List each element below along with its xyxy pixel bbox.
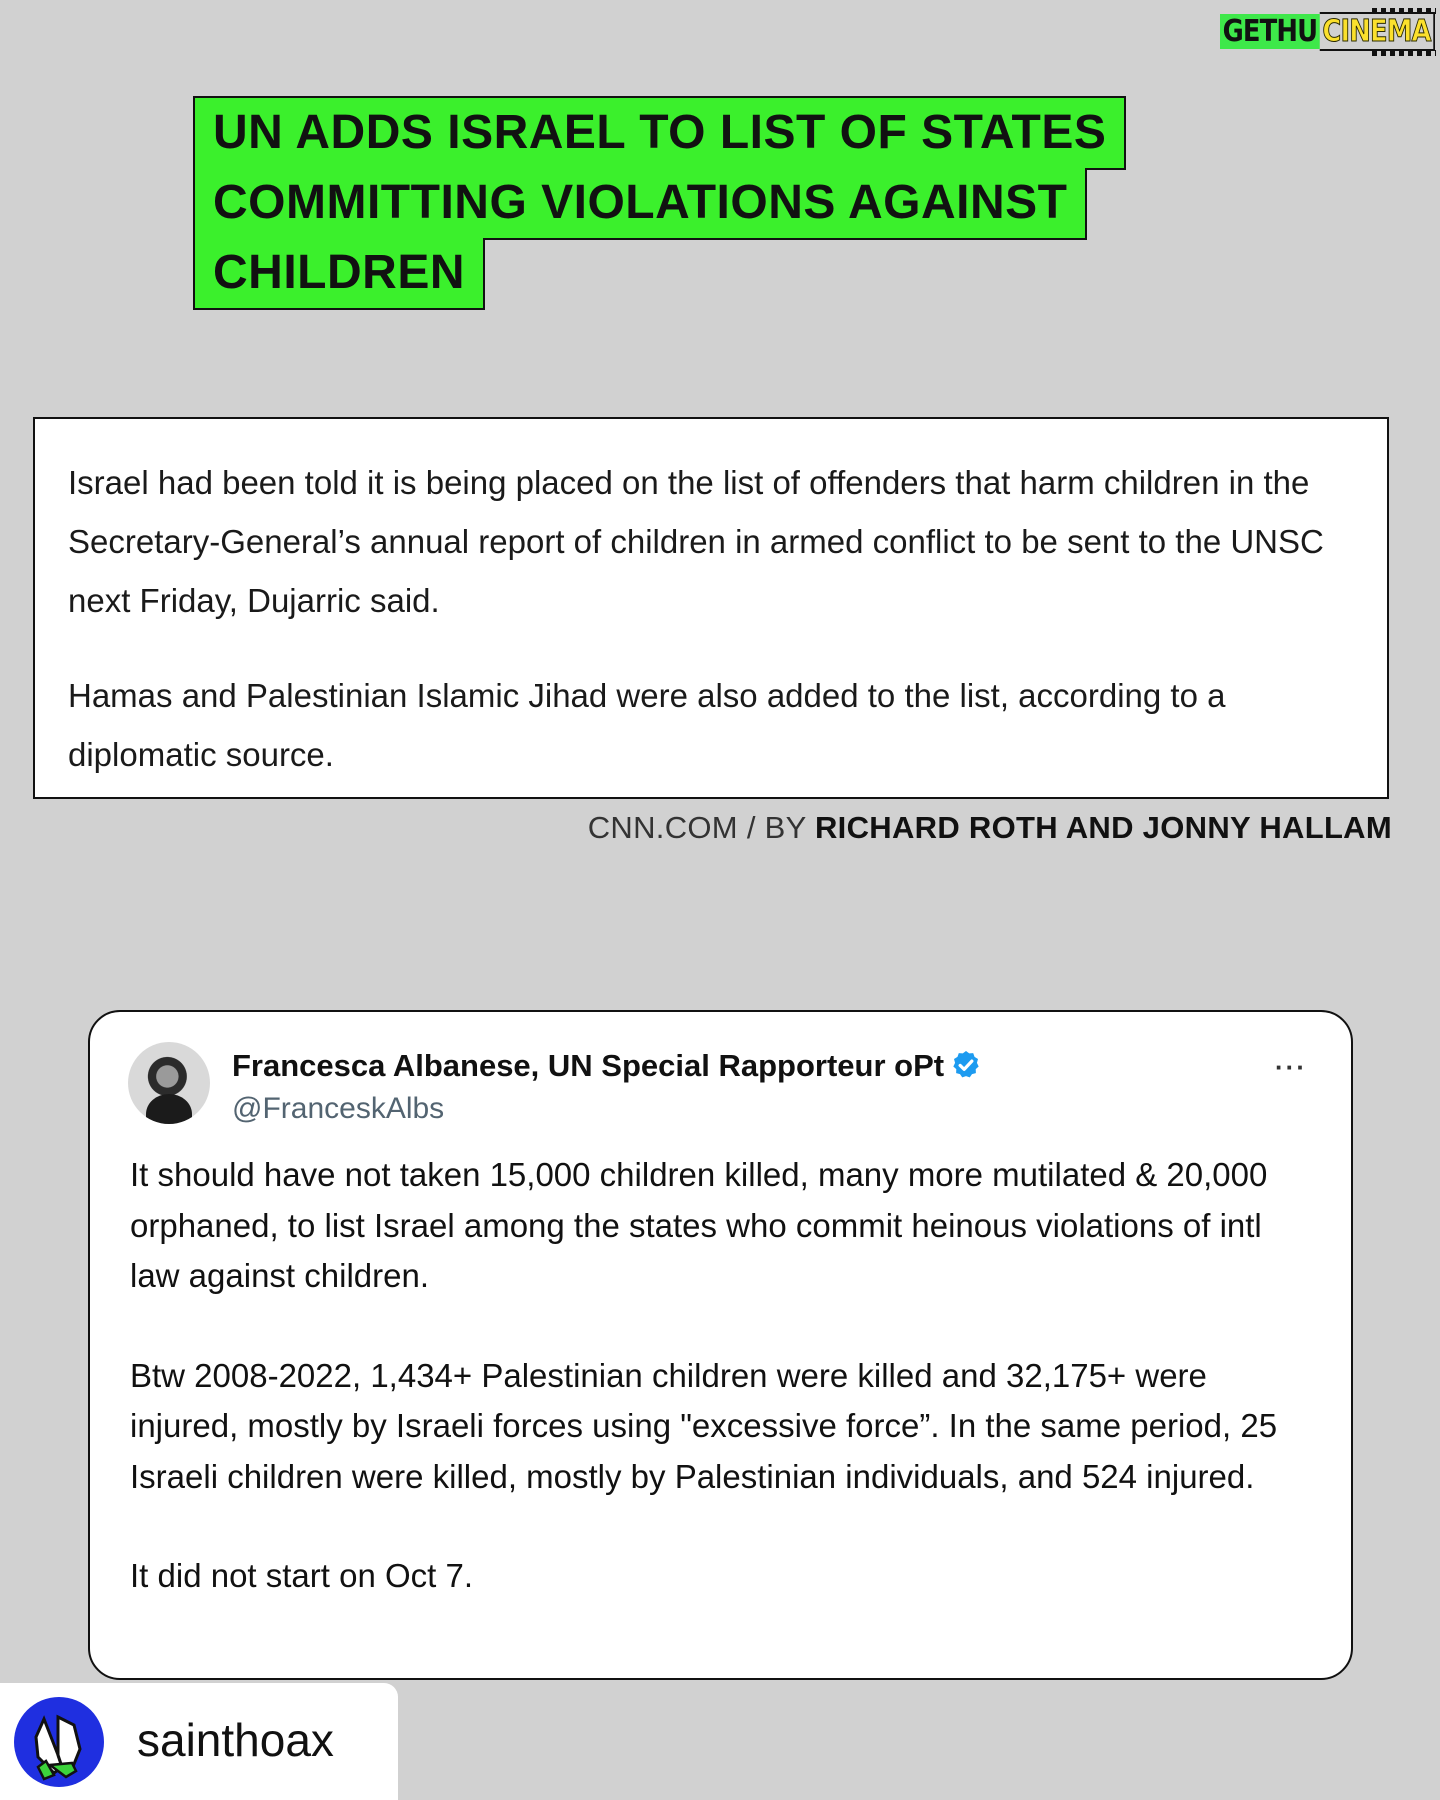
- more-options-icon[interactable]: ···: [1275, 1052, 1307, 1082]
- praying-hands-icon: [14, 1697, 104, 1787]
- tweet-author-handle[interactable]: @FranceskAlbs: [232, 1092, 445, 1125]
- verified-badge-icon: [950, 1049, 982, 1081]
- headline: [193, 96, 1126, 308]
- source-site: CNN.COM / BY: [587, 810, 815, 845]
- watermark-logo: [1220, 8, 1438, 56]
- repost-credit[interactable]: [0, 1683, 398, 1800]
- watermark-text: GETHU CINEMA: [1220, 14, 1435, 50]
- praying-hands-icon-graphic: [14, 1697, 104, 1787]
- tweet-card: [88, 1010, 1353, 1680]
- quote-paragraph: Israel had been told it is being placed on the list of offenders that harm children in the Secretary-General’s annual report of children in armed conflict to be sent to the UNSC next Friday, Dujarric said.: [68, 464, 1324, 619]
- tweet-author-row[interactable]: [232, 1048, 982, 1084]
- tweet-paragraph: Btw 2008-2022, 1,434+ Palestinian children were killed and 32,175+ were injured, mostly by Israeli forces using "excessive force”. In the same period, 25 Israeli children were killed, mostly by Palestinian individuals, and 524 injured.: [130, 1356, 1278, 1495]
- avatar[interactable]: [128, 1042, 210, 1124]
- repost-username[interactable]: sainthoax: [137, 1714, 334, 1766]
- headline-line: CHILDREN: [193, 238, 485, 310]
- source-authors: RICHARD ROTH AND JONNY HALLAM: [814, 810, 1392, 845]
- headline-line: COMMITTING VIOLATIONS AGAINST: [193, 168, 1087, 240]
- article-quote-card: [33, 417, 1389, 799]
- tweet-author-name[interactable]: Francesca Albanese, UN Special Rapporteur oPt: [232, 1048, 945, 1083]
- tweet-paragraph: It should have not taken 15,000 children killed, many more mutilated & 20,000 orphaned, to list Israel among the states who commit heinous violations of intl law against children.: [130, 1156, 1268, 1294]
- film-strip-icon: [1372, 50, 1436, 56]
- headline-line: UN ADDS ISRAEL TO LIST OF STATES: [193, 96, 1126, 170]
- tweet-paragraph: It did not start on Oct 7.: [130, 1557, 474, 1594]
- quote-paragraph: Hamas and Palestinian Islamic Jihad were also added to the list, according to a diplomatic source.: [68, 677, 1226, 773]
- tweet-body: [130, 1150, 1320, 1602]
- article-source: [588, 810, 1392, 846]
